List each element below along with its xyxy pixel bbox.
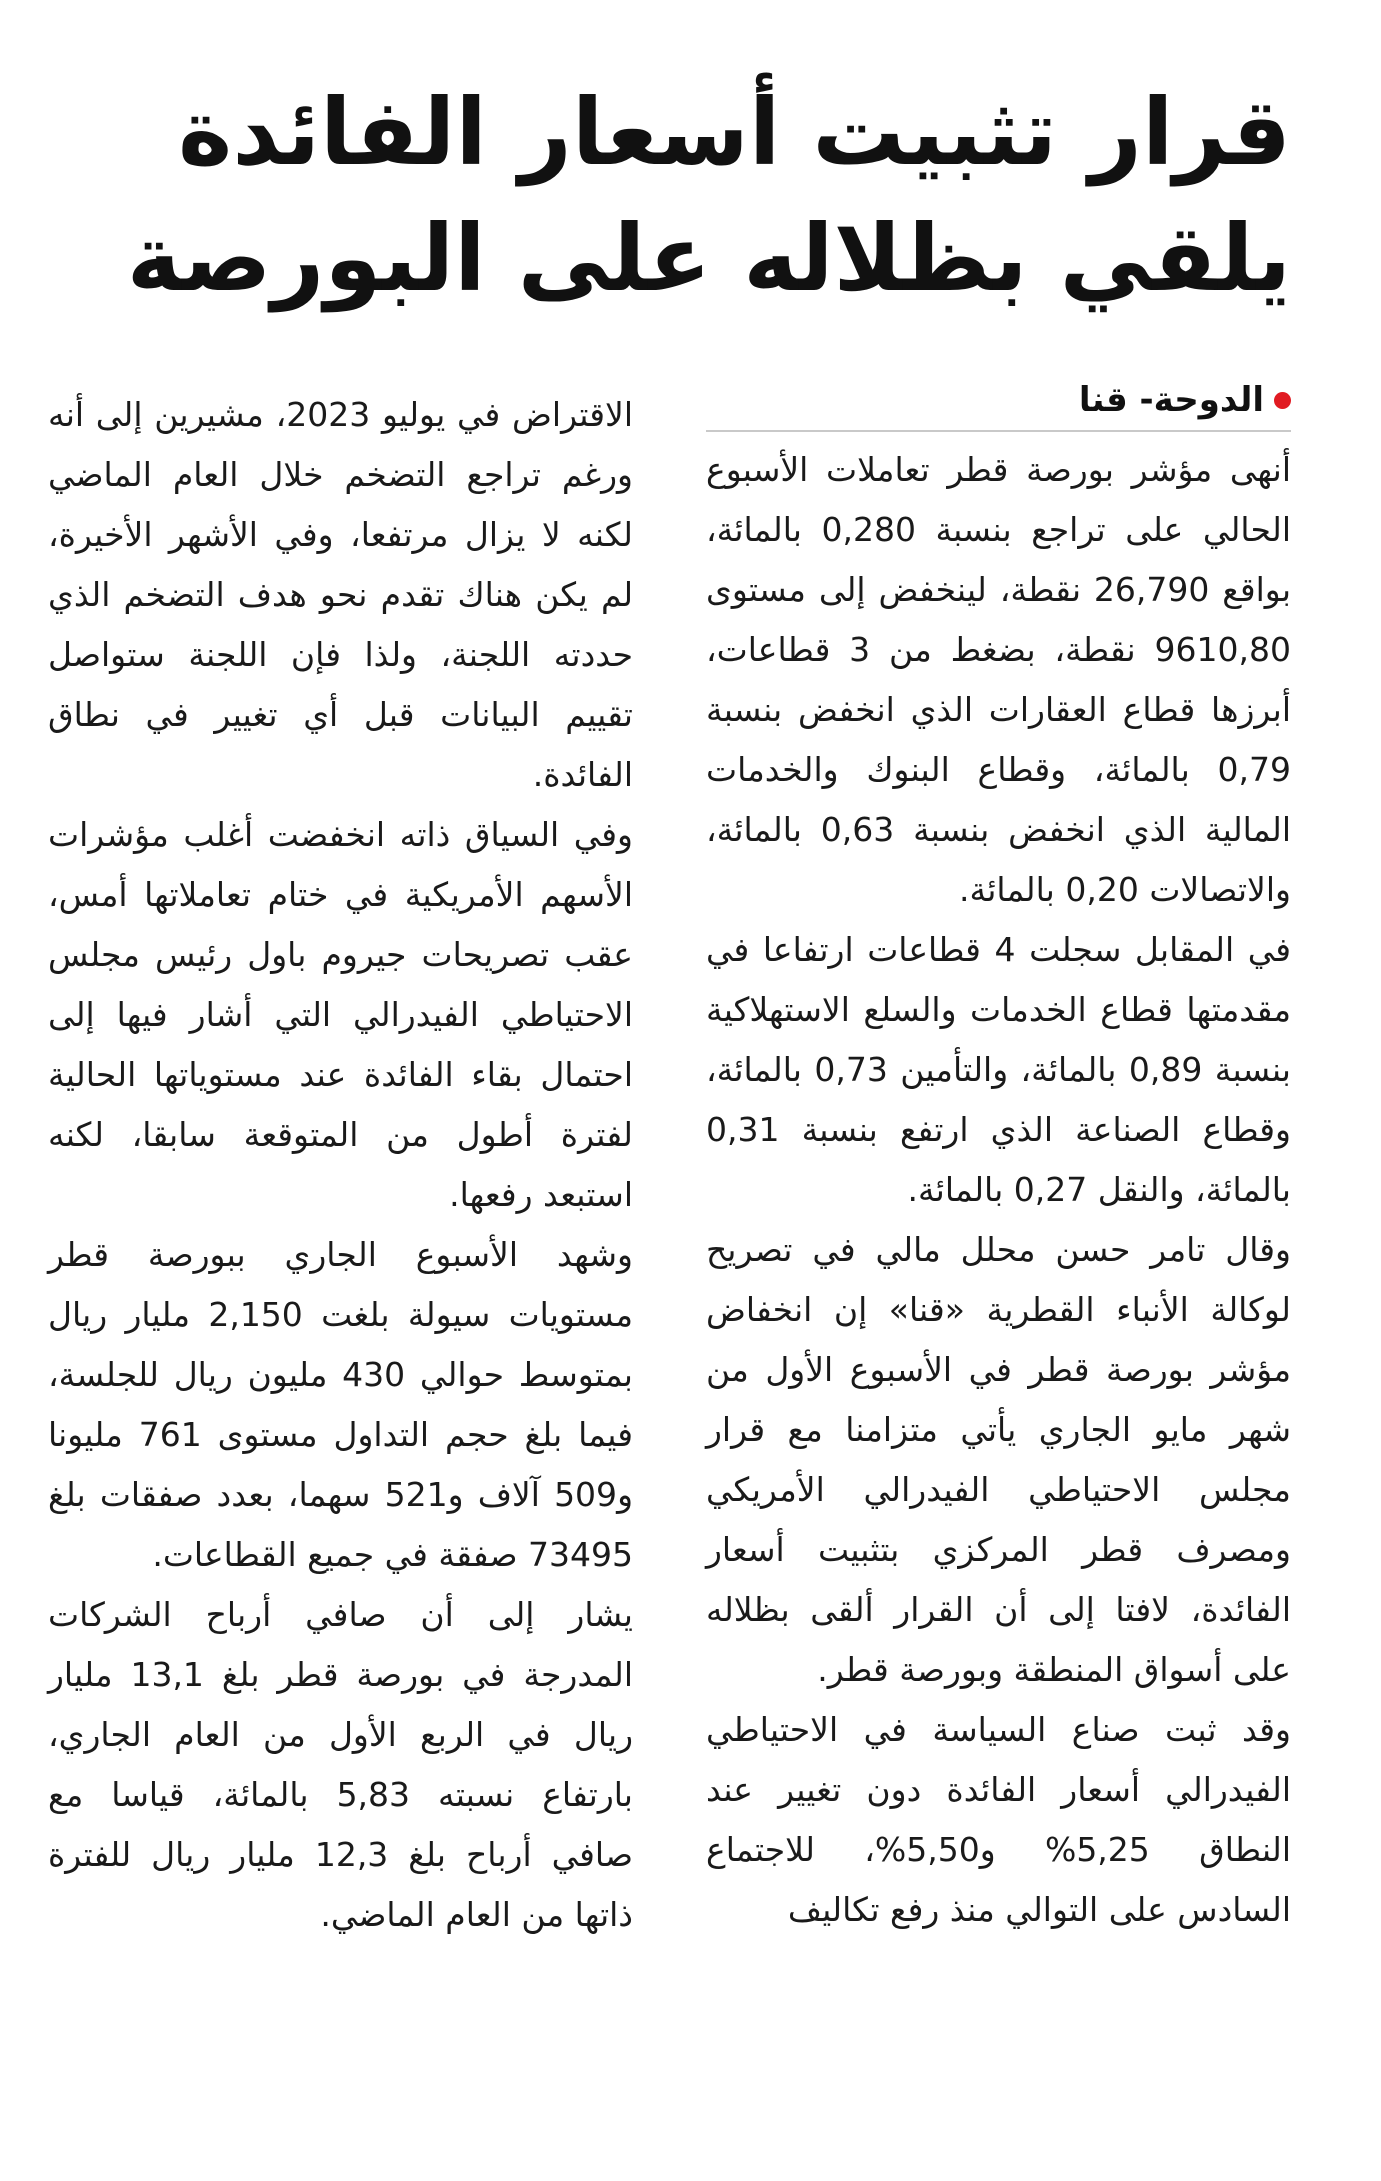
paragraph: وقد ثبت صناع السياسة في الاحتياطي الفيدرالي أسعار الفائدة دون تغيير عند النطاق 5,25% و5,50%، للاجتماع السادس على التوالي منذ رفع تكاليف xyxy=(706,1710,1291,1929)
paragraph: الاقتراض في يوليو 2023، مشيرين إلى أنه ورغم تراجع التضخم خلال العام الماضي لكنه لا يزال مرتفعا، وفي الأشهر الأخيرة، لم يكن هناك تقدم نحو هدف التضخم الذي حددته اللجنة، ولذا فإن اللجنة ستواصل تقييم البيانات قبل أي تغيير في نطاق الفائدة. xyxy=(48,395,633,794)
article-column-left xyxy=(48,385,633,1945)
headline-line-1: قرار تثبيت أسعار الفائدة xyxy=(178,79,1291,186)
headline-line-2: يلقي بظلاله على البورصة xyxy=(126,205,1291,312)
paragraph: وشهد الأسبوع الجاري ببورصة قطر مستويات سيولة بلغت 2,150 مليار ريال بمتوسط حوالي 430 مليون ريال للجلسة، فيما بلغ حجم التداول مستوى 761 مليونا و509 آلاف و521 سهما، بعدد صفقات بلغ 73495 صفقة في جميع القطاعات. xyxy=(48,1235,634,1574)
red-dot-icon xyxy=(1274,392,1291,409)
paragraph: وقال تامر حسن محلل مالي في تصريح لوكالة الأنباء القطرية «قنا» إن انخفاض مؤشر بورصة قطر في الأسبوع الأول من شهر مايو الجاري يأتي متزامنا مع قرار مجلس الاحتياطي الفيدرالي الأمريكي ومصرف قطر المركزي بتثبيت أسعار الفائدة، لافتا إلى أن القرار ألقى بظلاله على أسواق المنطقة وبورصة قطر. xyxy=(706,1230,1291,1689)
paragraph: أنهى مؤشر بورصة قطر تعاملات الأسبوع الحالي على تراجع بنسبة 0,280 بالمائة، بواقع 26,790 نقطة، لينخفض إلى مستوى 9610,80 نقطة، بضغط من 3 قطاعات، أبرزها قطاع العقارات الذي انخفض بنسبة 0,79 بالمائة، وقطاع البنوك والخدمات المالية الذي انخفض بنسبة 0,63 بالمائة، والاتصالات 0,20 بالمائة. xyxy=(706,450,1291,909)
byline xyxy=(706,370,1291,432)
byline-text: الدوحة- قنا xyxy=(1078,380,1264,420)
paragraph: وفي السياق ذاته انخفضت أغلب مؤشرات الأسهم الأمريكية في ختام تعاملاتها أمس، عقب تصريحات جيروم باول رئيس مجلس الاحتياطي الفيدرالي التي أشار فيها إلى احتمال بقاء الفائدة عند مستوياتها الحالية لفترة أطول من المتوقعة سابقا، لكنه استبعد رفعها. xyxy=(48,815,633,1214)
paragraph: يشار إلى أن صافي أرباح الشركات المدرجة في بورصة قطر بلغ 13,1 مليار ريال في الربع الأول من العام الجاري، بارتفاع نسبته 5,83 بالمائة، قياسا مع صافي أرباح بلغ 12,3 مليار ريال للفترة ذاتها من العام الماضي. xyxy=(48,1595,633,1934)
article-column-right xyxy=(706,440,1291,1940)
headline xyxy=(91,70,1291,322)
paragraph: في المقابل سجلت 4 قطاعات ارتفاعا في مقدمتها قطاع الخدمات والسلع الاستهلاكية بنسبة 0,89 بالمائة، والتأمين 0,73 بالمائة، وقطاع الصناعة الذي ارتفع بنسبة 0,31 بالمائة، والنقل 0,27 بالمائة. xyxy=(706,930,1291,1209)
